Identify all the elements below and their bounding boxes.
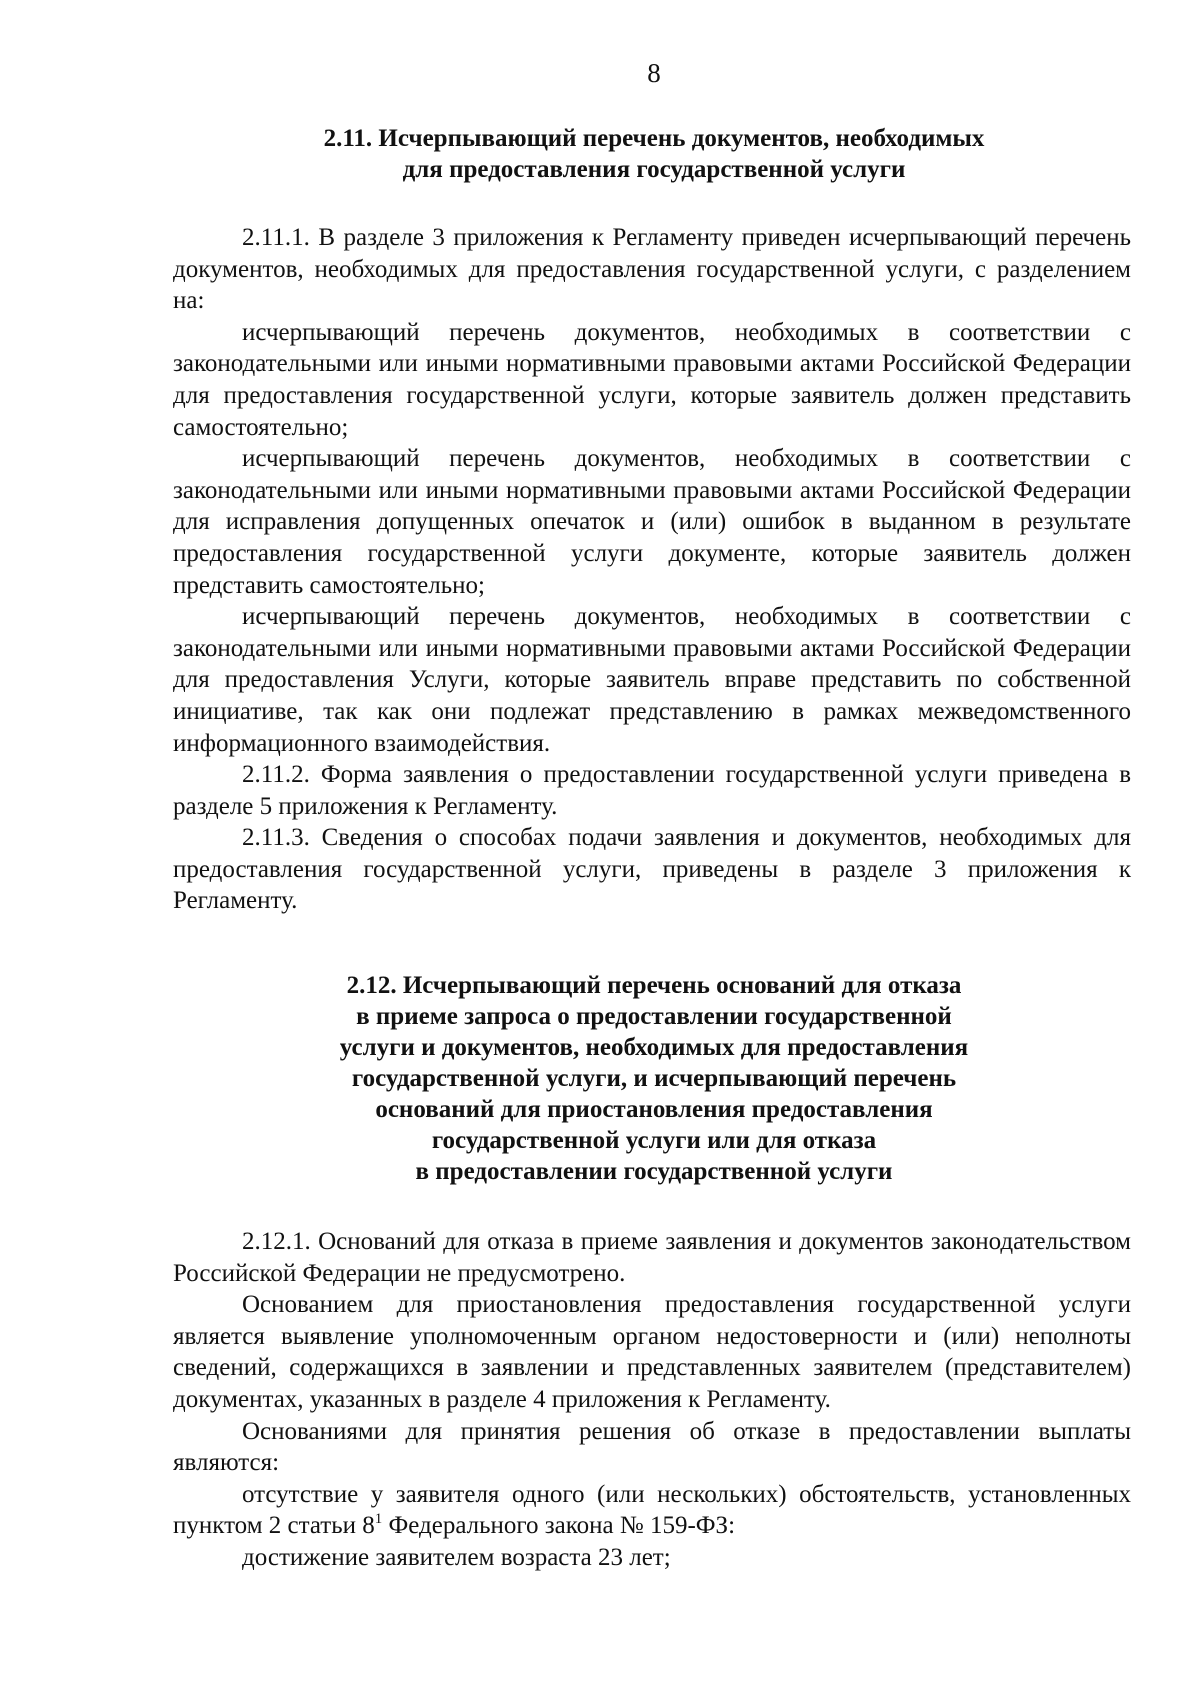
paragraph-list-item: исчерпывающий перечень документов, необходимых в соответствии с законодательными или иными нормативными правовыми актами Российской Федерации для предоставления Услуги, которые заявитель вправе представить по собственной инициативе, так как они подлежат представлению в рамках межведомственного информационного взаимодействия. <box>173 603 1131 757</box>
heading-line: для предоставления государственной услуги <box>402 156 906 183</box>
heading-line: в предоставлении государственной услуги <box>415 1158 893 1185</box>
paragraph-age-limit: достижение заявителем возраста 23 лет; <box>242 1543 671 1571</box>
section-2-11-body <box>173 222 1131 917</box>
heading-line: государственной услуги, и исчерпывающий перечень <box>351 1065 957 1092</box>
heading-line: в приеме запроса о предоставлении государственной <box>356 1003 952 1030</box>
paragraph-article-reference <box>173 1479 1131 1542</box>
paragraph-2-11-1: 2.11.1. В разделе 3 приложения к Регламенту приведен исчерпывающий перечень документов, необходимых для предоставления государственной услуги, с разделением на: <box>173 224 1131 315</box>
article-text-after: Федерального закона № 159-ФЗ: <box>382 1512 736 1540</box>
paragraph-list-item: исчерпывающий перечень документов, необходимых в соответствии с законодательными или иными нормативными правовыми актами Российской Федерации для исправления допущенных опечаток и (или) ошибок в выданном в результате предоставления государственной услуги документе, которые заявитель должен представить самостоятельно; <box>173 445 1131 599</box>
article-text-before: отсутствие у заявителя одного (или нескольких) обстоятельств, установленных пунктом 2 статьи 8 <box>173 1480 1131 1540</box>
heading-line: оснований для приостановления предоставления <box>375 1096 933 1123</box>
heading-line: 2.12. Исчерпывающий перечень оснований для отказа <box>346 972 962 999</box>
section-2-11-heading <box>0 123 1200 185</box>
paragraph-refusal-grounds: Основаниями для принятия решения об отказе в предоставлении выплаты являются: <box>173 1417 1131 1477</box>
paragraph-2-11-3: 2.11.3. Сведения о способах подачи заявления и документов, необходимых для предоставления государственной услуги, приведены в разделе 3 приложения к Регламенту. <box>173 824 1131 915</box>
paragraph-list-item: исчерпывающий перечень документов, необходимых в соответствии с законодательными или иными нормативными правовыми актами Российской Федерации для предоставления государственной услуги, которые заявитель должен представить самостоятельно; <box>173 318 1131 441</box>
section-2-12-body <box>173 1226 1131 1574</box>
article-superscript: 1 <box>374 1511 383 1528</box>
paragraph-2-11-2: 2.11.2. Форма заявления о предоставлении государственной услуги приведена в разделе 5 приложения к Регламенту. <box>173 761 1131 820</box>
paragraph-suspension-grounds: Основанием для приостановления предоставления государственной услуги является выявление уполномоченным органом недостоверности и (или) неполноты сведений, содержащихся в заявлении и представленных заявителем (представителем) документах, указанных в разделе 4 приложения к Регламенту. <box>173 1291 1131 1413</box>
heading-line: услуги и документов, необходимых для предоставления <box>339 1034 969 1061</box>
heading-line: государственной услуги или для отказа <box>431 1127 877 1154</box>
section-2-12-heading <box>0 970 1200 1187</box>
heading-line: 2.11. Исчерпывающий перечень документов, необходимых <box>323 125 985 152</box>
page-number: 8 <box>647 58 661 88</box>
paragraph-2-12-1: 2.12.1. Оснований для отказа в приеме заявления и документов законодательством Российской Федерации не предусмотрено. <box>173 1228 1131 1287</box>
